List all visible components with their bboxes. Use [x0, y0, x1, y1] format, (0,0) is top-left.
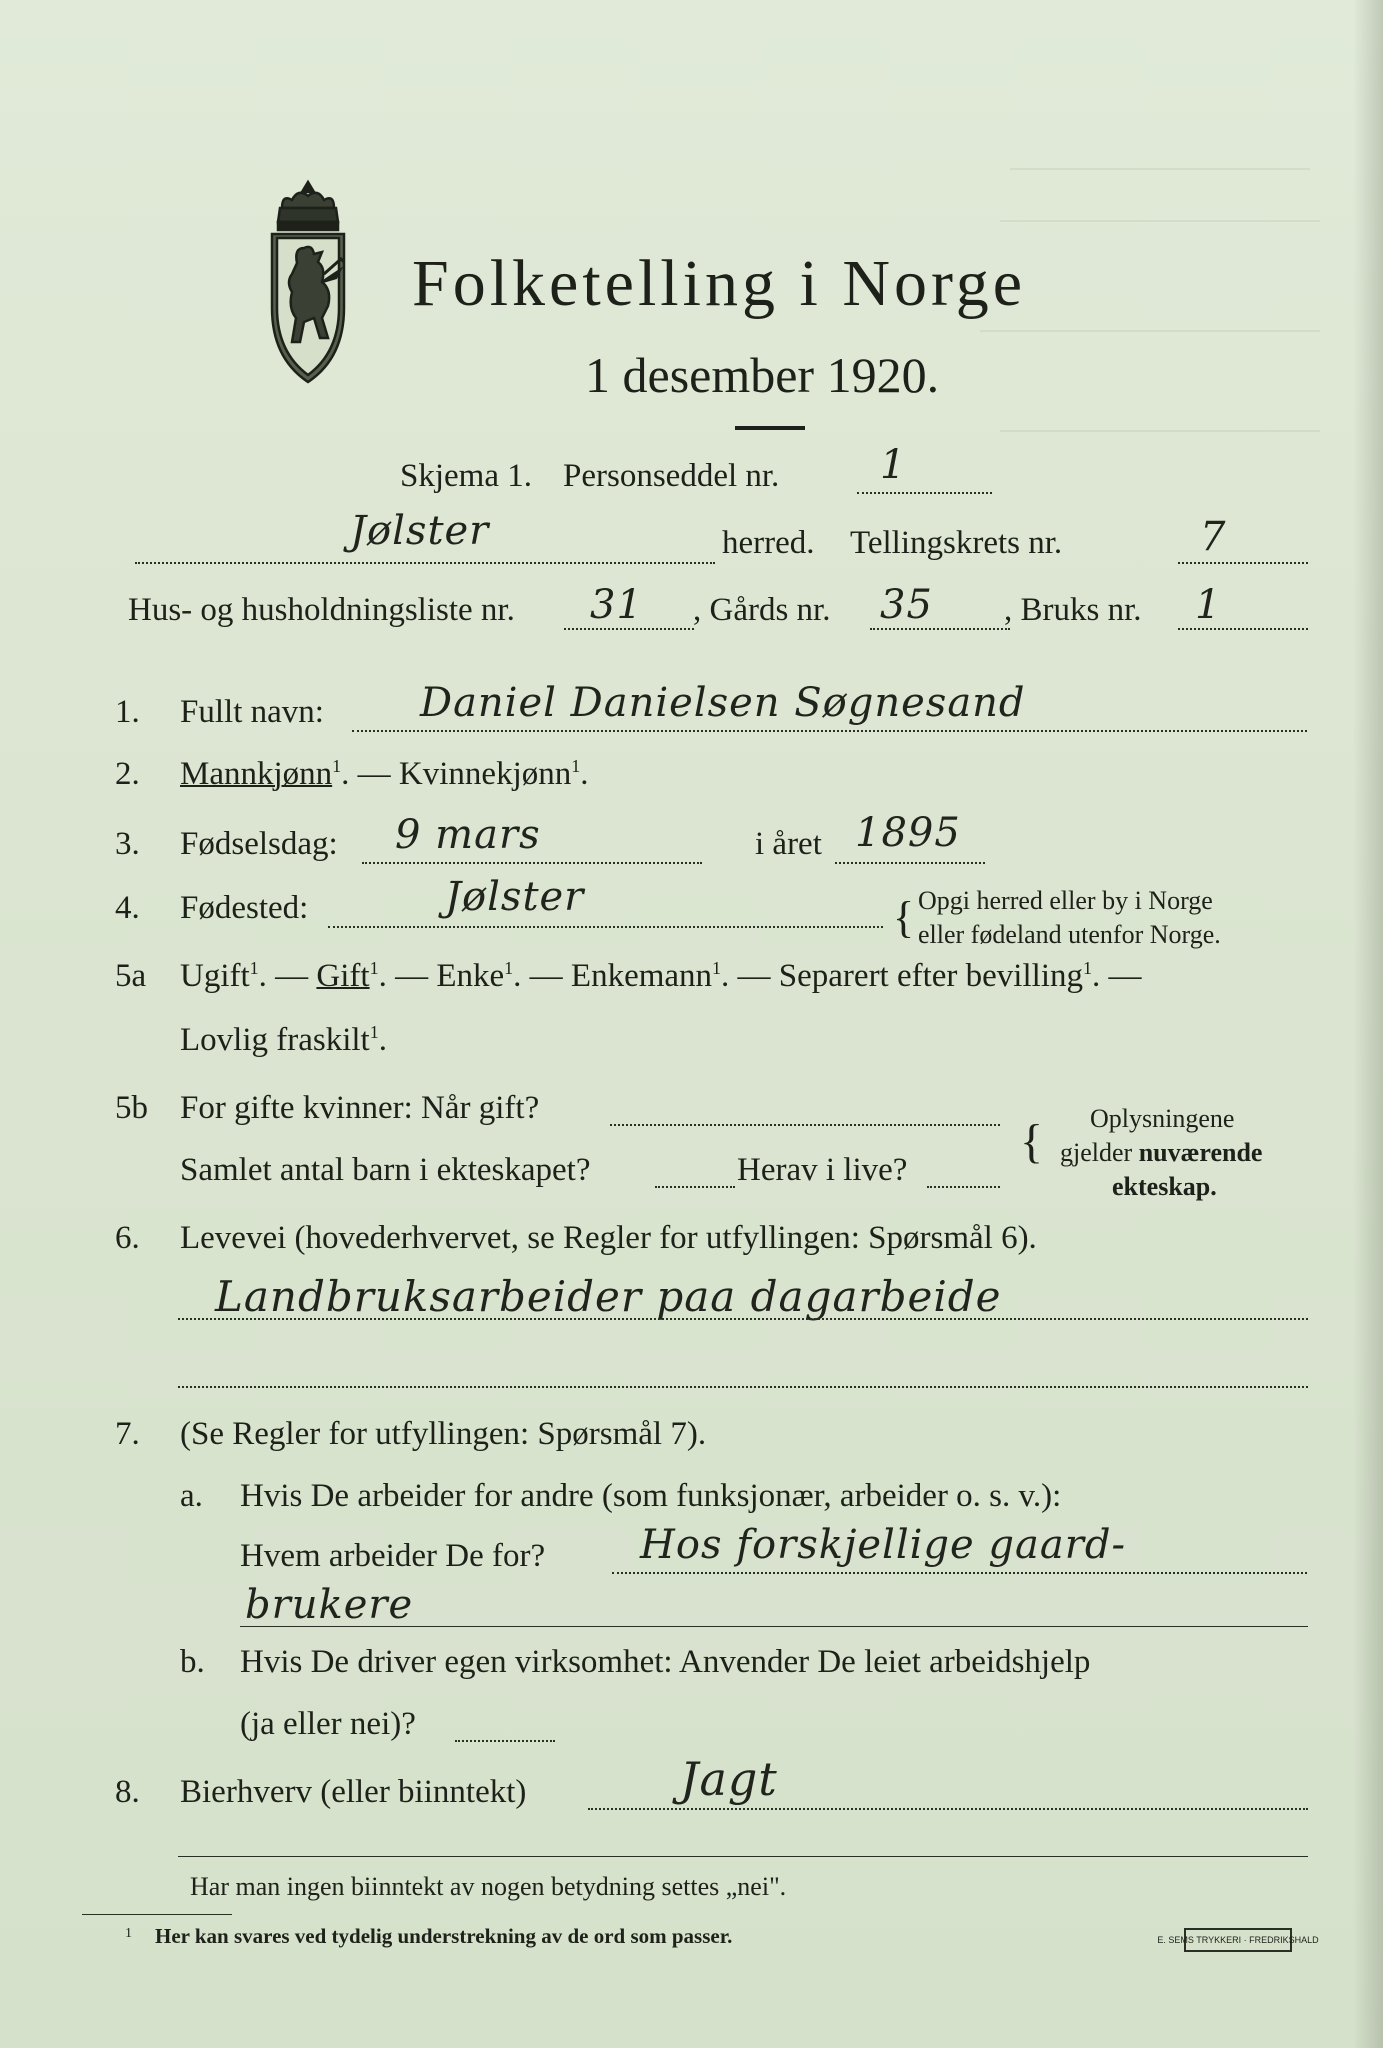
- q5b-married-field-line: [610, 1124, 1000, 1126]
- q3-year-field-line: [835, 862, 985, 864]
- enkemann-option: Enkemann: [570, 958, 713, 994]
- printer-stamp: E. SEMS TRYKKERI · FREDRIKSHALD: [1184, 1928, 1292, 1952]
- q5b-note-line3: ekteskap.: [1112, 1172, 1217, 1201]
- full-name-value: Daniel Danielsen Søgnesand: [420, 680, 1026, 726]
- herred-field-line: [135, 562, 715, 564]
- q6-field-line-1: [178, 1318, 1308, 1320]
- footnote-mark: 1: [125, 1926, 132, 1941]
- personseddel-label: Personseddel nr.: [563, 458, 780, 494]
- q5b-children-label: Samlet antal barn i ekteskapet?: [180, 1152, 591, 1188]
- q5b-living-field-line: [927, 1186, 1000, 1188]
- q7a-field-line-2: [240, 1626, 1308, 1627]
- personseddel-field-line: [857, 492, 992, 494]
- bleed-through-line: [1010, 168, 1310, 170]
- title-divider: [735, 426, 805, 430]
- q7b-letter: b.: [180, 1644, 205, 1680]
- q6-field-line-2: [178, 1386, 1308, 1388]
- tellingskrets-value: 7: [1200, 514, 1227, 560]
- q7-number: 7.: [115, 1416, 140, 1452]
- gift-option-underlined: Gift: [316, 958, 370, 994]
- q4-label: Fødested:: [180, 890, 309, 926]
- q6-label: Levevei (hovederhvervet, se Regler for utfyllingen: Spørsmål 6).: [180, 1220, 1037, 1256]
- form-title: Folketelling i Norge: [412, 247, 1027, 320]
- q8-label: Bierhverv (eller biinntekt): [180, 1774, 527, 1810]
- employer-value-line2: brukere: [245, 1582, 414, 1628]
- q5b-note-line1: Oplysningene: [1090, 1104, 1235, 1133]
- gards-value: 35: [880, 582, 933, 628]
- herred-value: Jølster: [350, 508, 490, 554]
- side-income-value: Jagt: [680, 1752, 778, 1806]
- q2-number: 2.: [115, 756, 140, 792]
- occupation-value: Landbruksarbeider paa dagarbeide: [215, 1272, 1002, 1321]
- tellingskrets-field-line: [1178, 562, 1308, 564]
- census-date: 1 desember 1920.: [585, 347, 940, 403]
- norwegian-lion-coat-of-arms-icon: [252, 178, 364, 393]
- bleed-through-line: [1000, 220, 1320, 222]
- q5b-note-brace: {: [1020, 1115, 1044, 1168]
- page-edge-shadow: [1353, 0, 1383, 2048]
- footnote-rule: [82, 1914, 232, 1915]
- q4-note-line2: eller fødeland utenfor Norge.: [918, 920, 1221, 949]
- fraskilt-option: Lovlig fraskilt: [180, 1022, 370, 1058]
- birth-day-value: 9 mars: [395, 812, 541, 858]
- birthplace-value: Jølster: [445, 874, 585, 920]
- skjema-label: Skjema 1.: [400, 458, 532, 494]
- q4-field-line: [328, 926, 883, 928]
- q5b-number: 5b: [115, 1090, 148, 1126]
- bruks-value: 1: [1195, 582, 1222, 628]
- q5b-living-label: Herav i live?: [737, 1152, 908, 1188]
- mannkjonn-option-underlined: Mannkjønn: [180, 756, 333, 792]
- q7a-employer-label: Hvem arbeider De for?: [240, 1538, 546, 1574]
- q7-label: (Se Regler for utfyllingen: Spørsmål 7).: [180, 1416, 707, 1452]
- q8-field-line-2: [178, 1856, 1308, 1857]
- q1-field-line: [352, 730, 1307, 732]
- bleed-through-line: [980, 330, 1320, 332]
- q7b-line2: (ja eller nei)?: [240, 1706, 416, 1742]
- q4-note-line1: Opgi herred eller by i Norge: [918, 886, 1213, 915]
- q3-year-label: i året: [755, 826, 822, 862]
- q8-number: 8.: [115, 1774, 140, 1810]
- q5a-line2: Lovlig fraskilt$^1$.: [180, 1022, 387, 1058]
- q7b-field-line: [455, 1740, 555, 1742]
- q3-number: 3.: [115, 826, 140, 862]
- husholdningsliste-label: Hus- og husholdningsliste nr.: [128, 592, 515, 628]
- q8-field-line: [588, 1808, 1308, 1810]
- q2-options: Mannkjønn$^1$. — Kvinnekjønn$^1$.: [180, 756, 589, 792]
- q4-number: 4.: [115, 890, 140, 926]
- separert-option: Separert efter bevilling: [778, 958, 1083, 994]
- q7b-line1: Hvis De driver egen virksomhet: Anvender De leiet arbeidshjelp: [240, 1644, 1091, 1680]
- bleed-through-line: [1000, 430, 1320, 432]
- q5b-note-line2: gjelder nuværende: [1060, 1138, 1263, 1167]
- gards-label: , Gårds nr.: [693, 592, 831, 628]
- tellingskrets-label: Tellingskrets nr.: [850, 525, 1063, 561]
- kvinnekjonn-option: Kvinnekjønn: [398, 756, 572, 792]
- q6-number: 6.: [115, 1220, 140, 1256]
- birth-year-value: 1895: [855, 810, 961, 856]
- bruks-label: , Bruks nr.: [1004, 592, 1142, 628]
- q5a-line1: Ugift$^1$. — Gift$^1$. — Enke$^1$. — Enkemann$^1$. — Separert efter bevilling$^1$. —: [180, 958, 1142, 994]
- q7a-letter: a.: [180, 1478, 203, 1514]
- enke-option: Enke: [436, 958, 505, 994]
- bruks-field-line: [1178, 628, 1308, 630]
- herred-label: herred.: [722, 525, 815, 561]
- footnote-text: Her kan svares ved tydelig understrekning av de ord som passer.: [155, 1924, 733, 1948]
- personseddel-value: 1: [880, 442, 907, 488]
- q3-label: Fødselsdag:: [180, 826, 338, 862]
- employer-value-line1: Hos forskjellige gaard-: [640, 1522, 1126, 1568]
- gards-field-line: [870, 628, 1010, 630]
- q5b-children-field-line: [655, 1186, 735, 1188]
- q1-label: Fullt navn:: [180, 694, 324, 730]
- q4-note-brace: {: [893, 893, 915, 942]
- husholdningsliste-value: 31: [590, 582, 643, 628]
- q7a-line1: Hvis De arbeider for andre (som funksjonær, arbeider o. s. v.):: [240, 1478, 1062, 1514]
- q8-note: Har man ingen biinntekt av nogen betydning settes „nei".: [190, 1872, 787, 1901]
- ugift-option: Ugift: [180, 958, 250, 994]
- q5a-number: 5a: [115, 958, 147, 994]
- husholdningsliste-field-line: [564, 628, 694, 630]
- q5b-line1: For gifte kvinner: Når gift?: [180, 1090, 540, 1126]
- q3-day-field-line: [362, 862, 702, 864]
- q7a-field-line-1: [612, 1572, 1307, 1574]
- q1-number: 1.: [115, 694, 140, 730]
